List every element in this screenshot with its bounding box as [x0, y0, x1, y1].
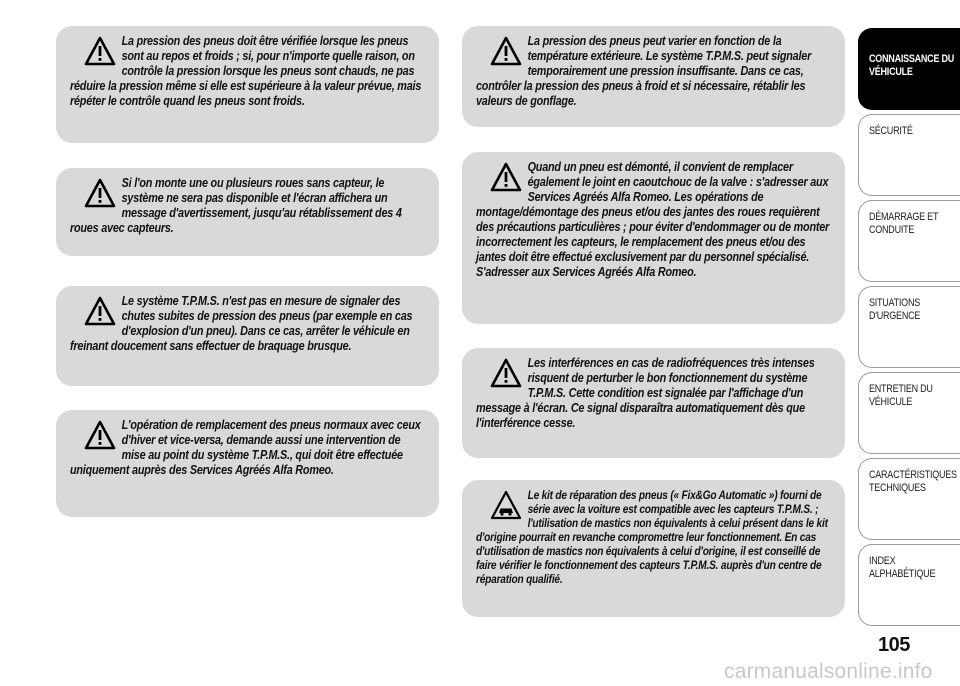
tab-situations-d-urgence[interactable]: SITUATIONS D'URGENCE: [858, 286, 960, 368]
warning-note-wheels-without-sensor: [56, 168, 439, 256]
warning-note-tyre-removal: [462, 152, 845, 324]
note-text: Les interférences en cas de radiofréquences très intenses risquent de perturber le bon fonctionnement du système T.P.M.S. Cette condition est signalée par l'affichage d'un message à l'écran. Ce signal disparaîtra automatiquement dès que l'interférence cesse.: [476, 356, 815, 430]
tab-securite[interactable]: SÉCURITÉ: [858, 114, 960, 196]
warning-note-winter-tyres: [56, 410, 439, 517]
page-number: 105: [878, 634, 910, 656]
note-text: Quand un pneu est démonté, il convient de remplacer également le joint en caoutchouc de la valve : s'adresser aux Services Agréés Alfa Romeo. Les opérations de montage/démontage des pneus et/ou des jantes des roues requièrent des précautions particulières ; pour éviter d'endommager ou de monter incorrectement les capteurs, le remplacement des pneus et/ou des jantes doit être effectué exclusivement par du personnel spécialisé. S'adresser aux Services Agréés Alfa Romeo.: [476, 160, 830, 279]
warning-note-sudden-pressure-loss: [56, 286, 439, 386]
caution-note-repair-kit: [462, 480, 845, 617]
tab-index-alphabetique[interactable]: INDEX ALPHABÉTIQUE: [858, 544, 960, 626]
tab-caracteristiques-techniques[interactable]: CARACTÉRISTIQUES TECHNIQUES: [858, 458, 960, 540]
tab-demarrage-et-conduite[interactable]: DÉMARRAGE ET CONDUITE: [858, 200, 960, 282]
note-text: Le kit de réparation des pneus (« Fix&Go Automatic ») fourni de série avec la voiture est compatible avec les capteurs T.P.M.S. ; l'utilisation de mastics non équivalents à celui présent dans le kit d'origine pourrait en revanche compromettre leur fonctionnement. En cas d'utilisation de mastics non équivalents à celui d'origine, il est conseillé de faire vérifier le fonctionnement des capteurs T.P.M.S. auprès d'un centre de réparation qualifié.: [476, 488, 828, 586]
note-text: Le système T.P.M.S. n'est pas en mesure de signaler des chutes subites de pression des pneus (par exemple en cas d'explosion d'un pneu). Dans ce cas, arrêter le véhicule en freinant doucement sans effectuer de braquage brusque.: [70, 294, 413, 353]
watermark: carmanualsonline.info: [724, 660, 933, 683]
tab-entretien-du-vehicule[interactable]: ENTRETIEN DU VÉHICULE: [858, 372, 960, 454]
chapter-tabs: [858, 28, 960, 630]
tab-connaissance-du-vehicule[interactable]: CONNAISSANCE DU VÉHICULE: [858, 28, 960, 110]
note-text: La pression des pneus peut varier en fonction de la température extérieure. Le système T.P.M.S. peut signaler temporairement une pression insuffisante. Dans ce cas, contrôler la pression des pneus à froid et si nécessaire, rétablir les valeurs de gonflage.: [476, 34, 812, 108]
note-text: Si l'on monte une ou plusieurs roues sans capteur, le système ne sera pas disponible et l'écran affichera un message d'avertissement, jusqu'au rétablissement des 4 roues avec capteurs.: [70, 176, 402, 235]
note-text: La pression des pneus doit être vérifiée lorsque les pneus sont au repos et froids ; si, pour n'importe quelle raison, on contrôle la pression lorsque les pneus sont chauds, ne pas réduire la pression même si elle est supérieure à la valeur prévue, mais répéter le contrôle quand les pneus sont froids.: [70, 34, 422, 108]
warning-note-radio-interference: [462, 348, 845, 458]
warning-note-temperature: [462, 26, 845, 127]
warning-note-pressure-cold: [56, 26, 439, 143]
note-text: L'opération de remplacement des pneus normaux avec ceux d'hiver et vice-versa, demande aussi une intervention de mise au point du système T.P.M.S., qui doit être effectuée uniquement auprès des Services Agréés Alfa Romeo.: [70, 418, 421, 477]
